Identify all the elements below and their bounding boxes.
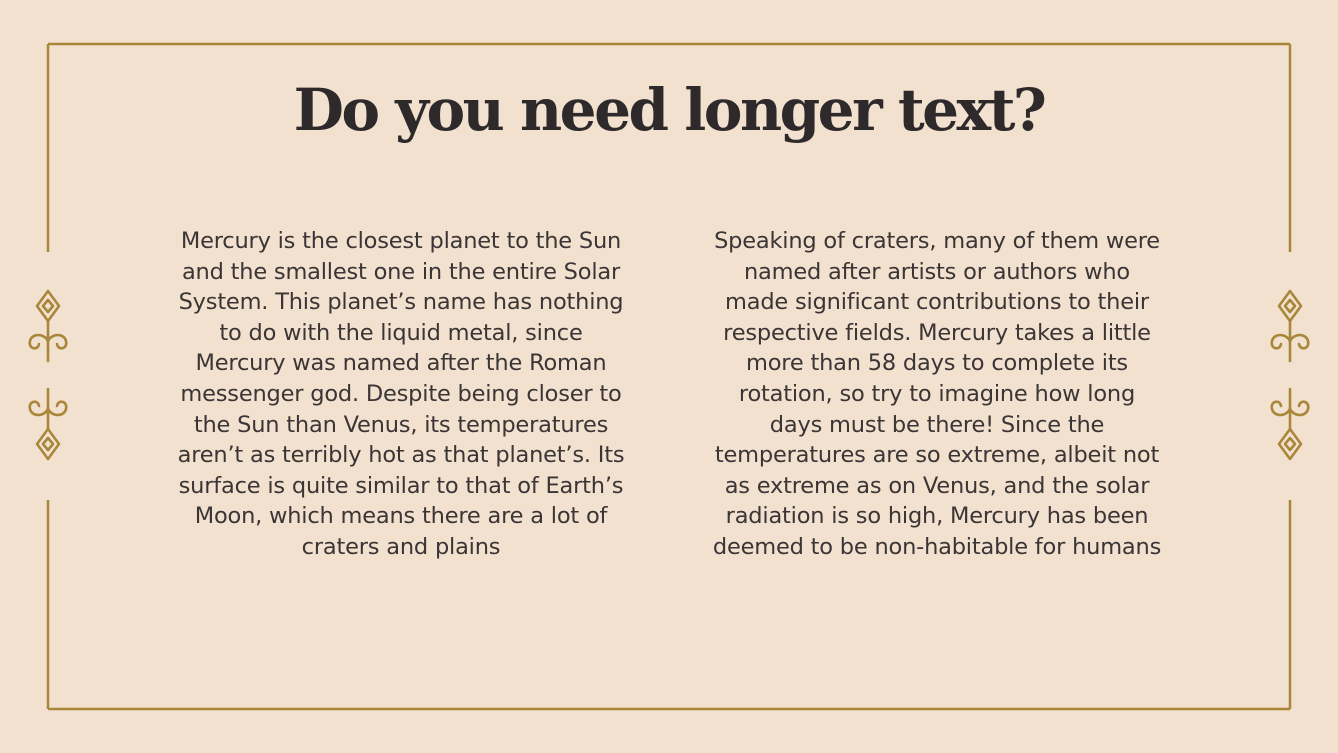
flourish-ornament-icon (1266, 289, 1314, 461)
slide-title: Do you need longer text? (293, 76, 1045, 144)
body-text-left: Mercury is the closest planet to the Sun and the smallest one in the entire Solar System. This planet’s name has nothing to do with the liquid metal, since Mercury was named after the Roman messenger god. Despite being closer to the Sun than Venus, its temperatures aren’t as terribly hot as that planet’s. Its surface is quite similar to that of Earth’s Moon, which means there are a lot of craters and plains (177, 228, 625, 560)
flourish-ornament-icon (24, 289, 72, 461)
body-text-right: Speaking of craters, many of them were named after artists or authors who made significant contributions to their respective fields. Mercury takes a little more than 58 days to complete its rotation, so try to imagine how long days must be there! Since the temperatures are so extreme, albeit not as extreme as on Venus, and the solar radiation is so high, Mercury has been deemed to be non-habitable for humans (712, 228, 1162, 560)
